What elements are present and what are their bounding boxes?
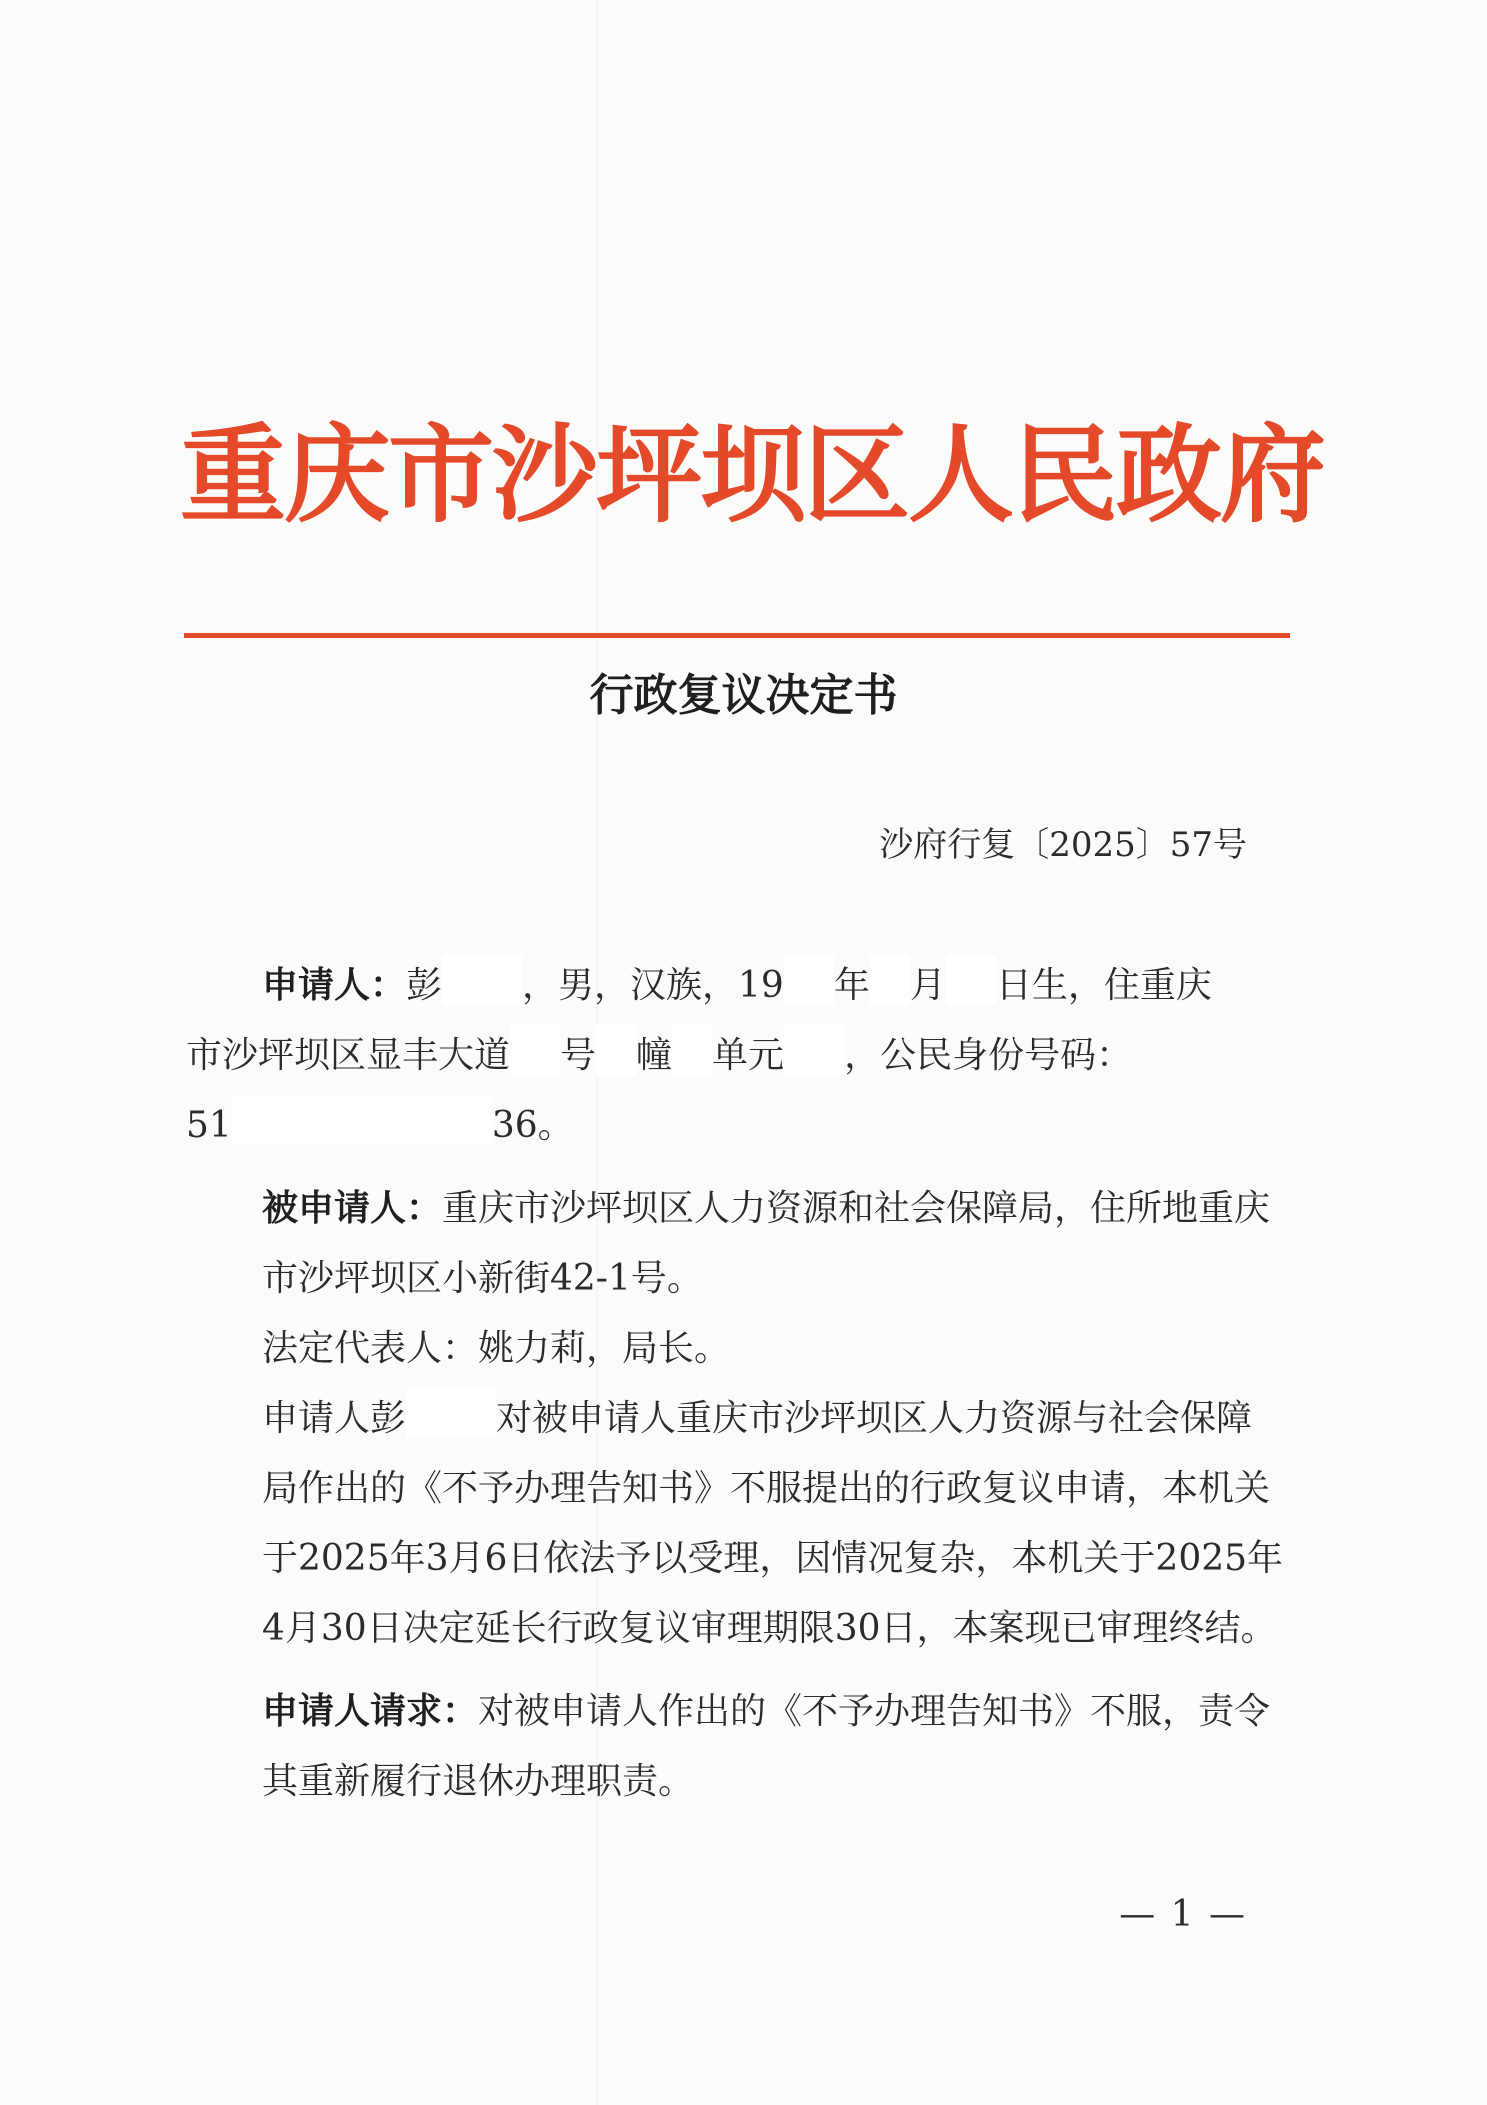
redaction-block <box>232 1095 492 1145</box>
redaction-block <box>946 955 996 1005</box>
applicant-address-text: ，公民身份号码： <box>844 1035 1133 1076</box>
case-text: 申请人彭 <box>262 1398 407 1439</box>
redaction-block <box>442 955 522 1005</box>
redaction-block <box>784 955 834 1005</box>
applicant-address-text: 幢 <box>636 1035 673 1076</box>
page-number: — 1 — <box>1119 1894 1247 1935</box>
applicant-surname: 彭 <box>406 965 443 1006</box>
redaction-block <box>406 1388 496 1438</box>
legal-representative-paragraph: 法定代表人：姚力莉，局长。 <box>262 1328 731 1369</box>
applicant-info-text: ，男，汉族，19 <box>522 965 784 1006</box>
redaction-block <box>870 955 910 1005</box>
redaction-block <box>672 1025 712 1075</box>
respondent-label: 被申请人： <box>262 1187 443 1229</box>
redaction-block <box>510 1025 560 1075</box>
applicant-address-text: 市沙坪坝区显丰大道 <box>186 1035 511 1076</box>
applicant-info-text: 年 <box>833 965 870 1006</box>
request-paragraph <box>186 1676 1286 1817</box>
redaction-block <box>596 1025 636 1075</box>
request-text: 对被申请人作出的《不予办理告知书》不服，责令其重新履行退休办理职责。 <box>262 1691 1271 1802</box>
document-title: 行政复议决定书 <box>589 670 898 721</box>
respondent-paragraph <box>186 1173 1286 1314</box>
red-header-rule <box>184 633 1290 638</box>
applicant-id-text: 51 <box>186 1105 232 1146</box>
applicant-id-text: 36。 <box>491 1105 574 1146</box>
case-text: 对被申请人重庆市沙坪坝区人力资源与社会保障局作出的《不予办理告知书》不服提出的行政复议申请，本机关于2025年3月6日依法予以受理，因情况复杂，本机关于2025年4月30日决定延长行政复议审理期限30日，本案现已审理终结。 <box>262 1398 1284 1649</box>
issuing-authority-header: 重庆市沙坪坝区人民政府 <box>180 412 1324 537</box>
respondent-text: 重庆市沙坪坝区人力资源和社会保障局，住所地重庆市沙坪坝区小新街42-1号。 <box>262 1188 1271 1299</box>
applicant-paragraph <box>186 950 1286 1161</box>
request-label: 申请人请求： <box>262 1690 479 1732</box>
applicant-address-text: 单元 <box>712 1035 785 1076</box>
case-paragraph <box>186 1384 1286 1664</box>
applicant-address-text: 号 <box>560 1035 597 1076</box>
applicant-info-text: 日生，住重庆 <box>995 965 1212 1006</box>
document-body <box>186 950 1286 1817</box>
redaction-block <box>784 1025 844 1075</box>
document-number: 沙府行复〔2025〕57号 <box>879 825 1247 865</box>
applicant-label: 申请人： <box>262 964 407 1006</box>
applicant-info-text: 月 <box>909 965 946 1006</box>
